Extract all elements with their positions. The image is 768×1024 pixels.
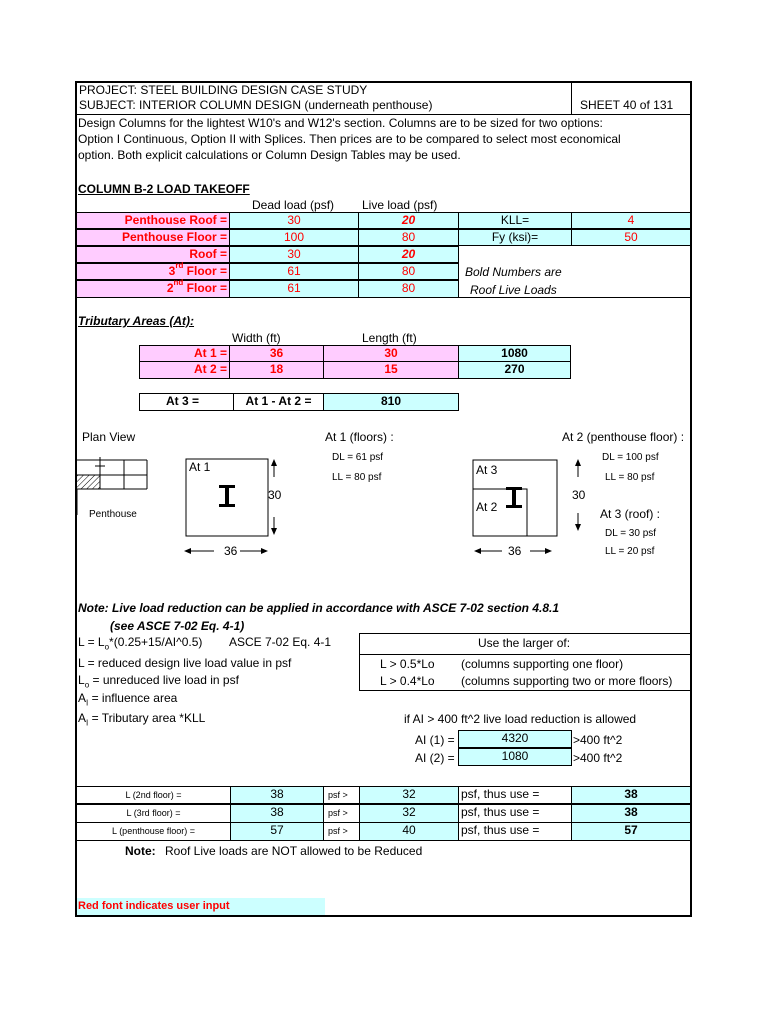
at2-box-label: At 2 <box>476 500 498 514</box>
load-takeoff-title: COLUMN B-2 LOAD TAKEOFF <box>78 182 250 196</box>
penthouse-roof-live[interactable]: 20 <box>358 212 459 229</box>
takeoff-bottom-rule <box>76 297 691 298</box>
roof-dead[interactable]: 30 <box>229 246 359 263</box>
plan-view-label: Plan View <box>82 430 136 444</box>
at3-roof-heading: At 3 (roof) : <box>600 507 661 521</box>
result-2nd-label: L (2nd floor) = <box>76 786 231 804</box>
red-font-note: Red font indicates user input <box>77 898 325 915</box>
result-penthouse-label: L (penthouse floor) = <box>76 822 231 841</box>
tributary-title: Tributary Areas (At): <box>78 314 195 328</box>
use-larger-rule <box>359 654 691 655</box>
at1-box-label: At 1 <box>189 460 211 474</box>
at2-area: 270 <box>458 361 571 379</box>
at2-label: At 2 = <box>139 361 230 379</box>
result-3rd-label: L (3rd floor) = <box>76 804 231 823</box>
second-floor-live[interactable]: 80 <box>358 280 459 298</box>
roof-label: Roof = <box>76 246 230 263</box>
at1-dim-length: 30 <box>268 488 282 502</box>
ai2-unit: >400 ft^2 <box>573 751 623 765</box>
at1-label: At 1 = <box>139 345 230 362</box>
at2-width[interactable]: 18 <box>229 361 324 379</box>
def-ai-tributary: $A_I$ = Tributary area *KLL <box>78 711 206 728</box>
ai-condition: if AI > 400 ft^2 live load reduction is allowed <box>404 712 637 726</box>
third-floor-label: 3rd Floor = <box>76 263 230 280</box>
sheet-number: SHEET 40 of 131 <box>580 98 674 112</box>
penthouse-floor-dead[interactable]: 100 <box>229 229 359 246</box>
fy-value[interactable]: 50 <box>571 229 691 246</box>
at1-area: 1080 <box>458 345 571 362</box>
result-2nd-thus: psf, thus use = <box>458 786 572 804</box>
def-ai: $A_I$ = influence area <box>78 691 178 708</box>
at3-ll: LL = 20 psf <box>605 546 655 557</box>
at3-value: 810 <box>323 393 459 411</box>
result-3rd-use: 38 <box>571 804 691 823</box>
header-divider <box>571 82 572 115</box>
result-2nd-min: 32 <box>359 786 459 804</box>
at2-dim-width: 36 <box>508 544 522 558</box>
footer-note-text: Roof Live loads are NOT allowed to be Reduced <box>165 844 423 858</box>
at3-formula: At 1 - At 2 = <box>233 393 324 411</box>
cond1-desc: (columns supporting one floor) <box>461 657 624 671</box>
at2-length[interactable]: 15 <box>323 361 459 379</box>
penthouse-floor-live[interactable]: 80 <box>358 229 459 246</box>
width-header: Width (ft) <box>232 331 281 345</box>
penthouse-floor-label: Penthouse Floor = <box>76 229 230 246</box>
plan-view-grid <box>75 455 155 515</box>
ai1-unit: >400 ft^2 <box>573 733 623 747</box>
footer-note-label: Note: <box>125 844 156 858</box>
at1-dim-width: 36 <box>224 544 238 558</box>
cond1-formula: L > 0.5*Lo <box>380 657 435 671</box>
second-floor-dead[interactable]: 61 <box>229 280 359 298</box>
kll-label: KLL= <box>458 212 572 229</box>
at3-dl: DL = 30 psf <box>605 528 657 539</box>
at1-ll: LL = 80 psf <box>332 472 382 483</box>
reduction-note: Note: Live load reduction can be applied in accordance with ASCE 7-02 section 4.8.1 <box>78 601 560 615</box>
result-2nd-value: 38 <box>230 786 324 804</box>
intro-line-1: Design Columns for the lightest W10's and W12's section. Columns are to be sized for two options: <box>78 116 603 130</box>
result-3rd-min: 32 <box>359 804 459 823</box>
subject-title: SUBJECT: INTERIOR COLUMN DESIGN (underneath penthouse) <box>79 98 433 112</box>
bold-note-1: Bold Numbers are <box>465 265 562 279</box>
cond2-desc: (columns supporting two or more floors) <box>461 674 673 688</box>
def-lo: $L_o$ = unreduced live load in psf <box>78 673 239 690</box>
result-3rd-thus: psf, thus use = <box>458 804 572 823</box>
at2-floor-heading: At 2 (penthouse floor) : <box>562 430 685 444</box>
project-title: PROJECT: STEEL BUILDING DESIGN CASE STUDY <box>79 83 368 97</box>
reduction-equation-ref: ASCE 7-02 Eq. 4-1 <box>229 635 332 649</box>
length-header: Length (ft) <box>362 331 417 345</box>
at1-floors-heading: At 1 (floors) : <box>325 430 394 444</box>
header-rule <box>76 114 691 115</box>
use-larger-title: Use the larger of: <box>478 636 571 650</box>
at1-dl: DL = 61 psf <box>332 452 384 463</box>
at2-ll: LL = 80 psf <box>605 472 655 483</box>
live-load-header: Live load (psf) <box>362 198 438 212</box>
penthouse-label: Penthouse <box>89 509 137 520</box>
def-l: L = reduced design live load value in psf <box>78 656 292 670</box>
at2-dim-length: 30 <box>572 488 586 502</box>
dead-load-header: Dead load (psf) <box>252 198 335 212</box>
intro-line-2: Option I Continuous, Option II with Splices. Then prices are to be compared to select most economical <box>78 132 621 146</box>
intro-line-3: option. Both explicit calculations or Column Design Tables may be used. <box>78 148 461 162</box>
result-3rd-psf: psf > <box>323 804 360 823</box>
second-floor-label: 2nd Floor = <box>76 280 230 298</box>
result-2nd-psf: psf > <box>323 786 360 804</box>
penthouse-roof-dead[interactable]: 30 <box>229 212 359 229</box>
kll-value[interactable]: 4 <box>571 212 691 229</box>
reduction-see: (see ASCE 7-02 Eq. 4-1) <box>110 619 245 633</box>
penthouse-roof-label: Penthouse Roof = <box>76 212 230 229</box>
third-floor-live[interactable]: 80 <box>358 263 459 280</box>
at3-label-cell: At 3 = <box>139 393 234 411</box>
result-penthouse-thus: psf, thus use = <box>458 822 572 841</box>
ai1-label: AI (1) = <box>415 733 455 747</box>
roof-live[interactable]: 20 <box>358 246 459 263</box>
at2-dl: DL = 100 psf <box>602 452 659 463</box>
result-penthouse-psf: psf > <box>323 822 360 841</box>
bold-note-2: Roof Live Loads <box>470 283 557 297</box>
result-3rd-value: 38 <box>230 804 324 823</box>
ai2-value: 1080 <box>458 748 572 766</box>
at1-width[interactable]: 36 <box>229 345 324 362</box>
result-2nd-use: 38 <box>571 786 691 804</box>
result-penthouse-use: 57 <box>571 822 691 841</box>
result-penthouse-min: 40 <box>359 822 459 841</box>
result-penthouse-value: 57 <box>230 822 324 841</box>
ai2-label: AI (2) = <box>415 751 455 765</box>
reduction-equation: $L = L_o*(0.25+15/AI\^{}0.5)$ <box>78 635 203 652</box>
ai1-value: 4320 <box>458 730 572 748</box>
cond2-formula: L > 0.4*Lo <box>380 674 435 688</box>
fy-label: Fy (ksi)= <box>458 229 572 246</box>
at3-box-label: At 3 <box>476 463 498 477</box>
at1-length[interactable]: 30 <box>323 345 459 362</box>
third-floor-dead[interactable]: 61 <box>229 263 359 280</box>
